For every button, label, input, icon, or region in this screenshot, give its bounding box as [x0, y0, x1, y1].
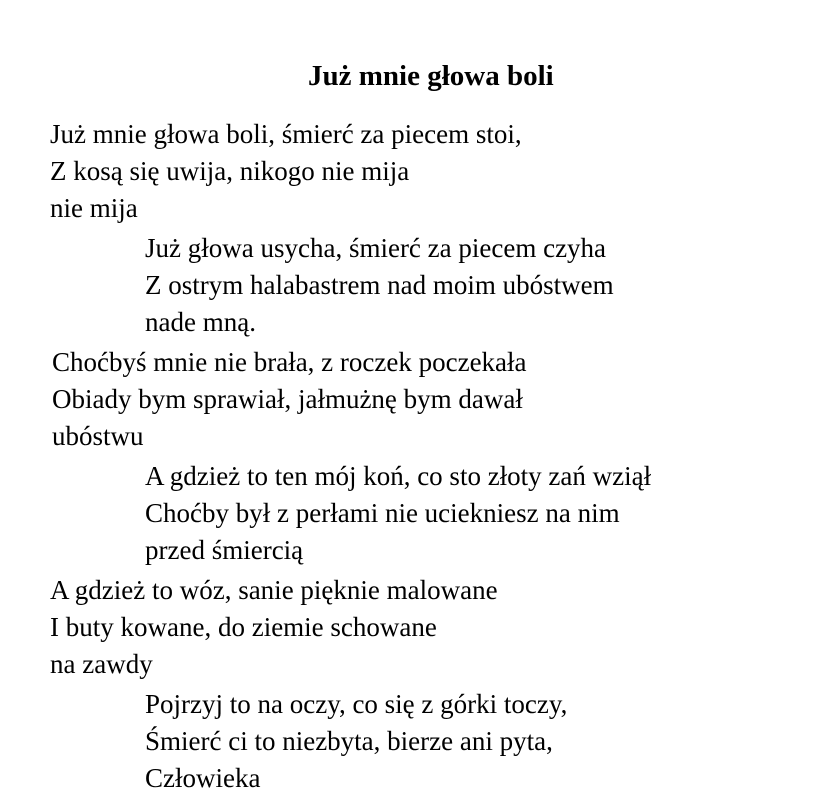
stanza-line: Choćbyś mnie nie brała, z roczek poczekała — [52, 347, 527, 377]
stanza-line: nade mną. — [145, 307, 256, 337]
stanza-line: ubóstwu — [52, 421, 144, 451]
stanza-line: nie mija — [50, 193, 138, 223]
stanza-6 — [145, 686, 567, 797]
stanza-3 — [52, 344, 527, 455]
stanza-line: A gdzież to ten mój koń, co sto złoty zań wziął — [145, 461, 652, 491]
stanza-line: Śmierć ci to niezbyta, bierze ani pyta, — [145, 726, 553, 756]
stanza-line: Człowieka — [145, 763, 261, 793]
stanza-line: Już mnie głowa boli, śmierć za piecem stoi, — [50, 119, 522, 149]
stanza-line: Z kosą się uwija, nikogo nie mija — [50, 156, 410, 186]
stanza-2 — [145, 230, 614, 341]
stanza-line: A gdzież to wóz, sanie pięknie malowane — [50, 575, 498, 605]
stanza-line: I buty kowane, do ziemie schowane — [50, 612, 437, 642]
stanza-line: Choćby był z perłami nie uciekniesz na nim — [145, 498, 620, 528]
stanza-line: Obiady bym sprawiał, jałmużnę bym dawał — [52, 384, 523, 414]
stanza-1 — [50, 116, 522, 227]
stanza-line: na zawdy — [50, 649, 153, 679]
stanza-line: przed śmiercią — [145, 535, 304, 565]
stanza-5 — [50, 572, 498, 683]
stanza-4 — [145, 458, 651, 569]
poem-title: Już mnie głowa boli — [308, 60, 554, 92]
stanza-line: Już głowa usycha, śmierć za piecem czyha — [145, 233, 607, 263]
stanza-line: Z ostrym halabastrem nad moim ubóstwem — [145, 270, 614, 300]
stanza-line: Pojrzyj to na oczy, co się z górki toczy, — [145, 689, 568, 719]
